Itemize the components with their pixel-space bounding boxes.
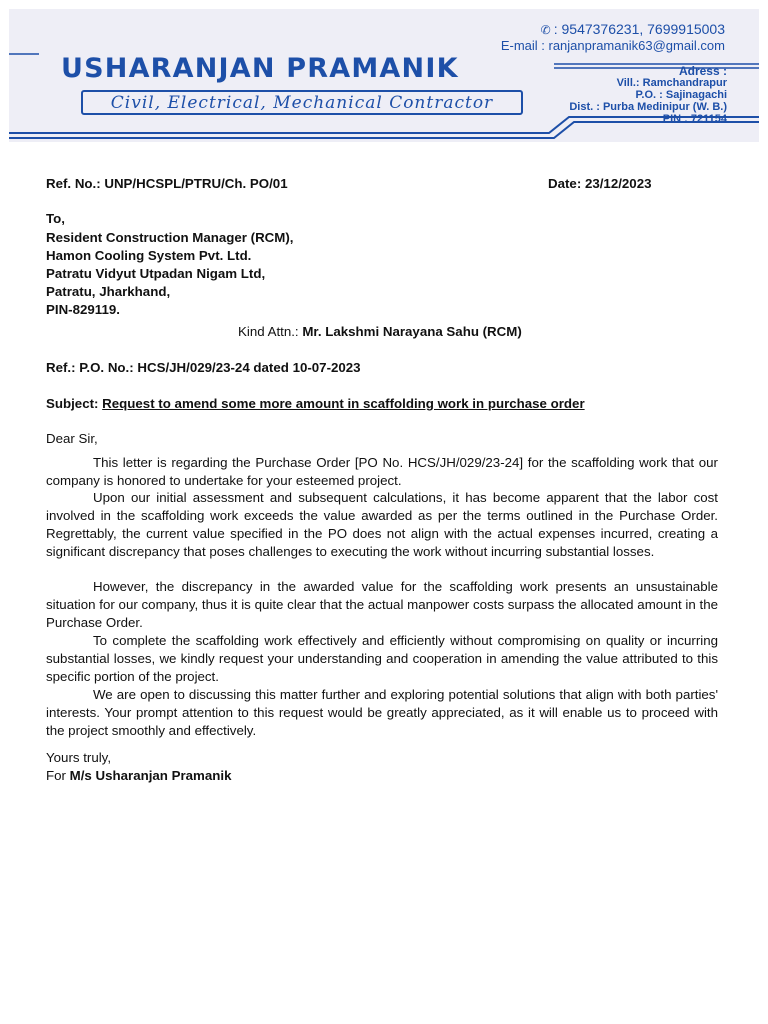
- subject-label: Subject:: [46, 396, 103, 411]
- telephone-icon: ✆: [540, 23, 551, 37]
- address-line: Vill.: Ramchandrapur: [616, 77, 727, 89]
- recipient-line: Patratu, Jharkhand,: [46, 284, 171, 299]
- salutation: Dear Sir,: [46, 431, 98, 446]
- body-paragraph: This letter is regarding the Purchase Order [PO No. HCS/JH/029/23-24] for the scaffolding work that our company is honored to undertake for your esteemed project.: [46, 455, 718, 488]
- recipient-line: Patratu Vidyut Utpadan Nigam Ltd,: [46, 266, 266, 281]
- company-name: USHARANJAN PRAMANIK: [61, 53, 459, 84]
- body-paragraph: We are open to discussing this matter further and exploring potential solutions that align with both parties' interests. Your prompt attention to this request would be greatly appreciated, as it will enable us to proceed with the project smoothly and effectively.: [46, 687, 718, 738]
- address-label: Adress :: [678, 64, 727, 78]
- signoff-company: M/s Usharanjan Pramanik: [69, 768, 232, 783]
- company-tagline: [81, 90, 523, 115]
- email-line: E-mail : ranjanpramanik63@gmail.com: [500, 38, 725, 53]
- contact-info: [501, 21, 725, 54]
- subject-line: [46, 396, 585, 411]
- closing: Yours truly,: [46, 750, 112, 765]
- reference-number: Ref. No.: UNP/HCSPL/PTRU/Ch. PO/01: [46, 176, 288, 191]
- to-label: To,: [46, 211, 65, 226]
- attn-label: Kind Attn.:: [238, 324, 303, 339]
- po-reference: Ref.: P.O. No.: HCS/JH/029/23-24 dated 10-07-2023: [46, 360, 361, 375]
- letter-date: Date: 23/12/2023: [548, 176, 652, 191]
- address-line: P.O. : Sajinagachi: [635, 89, 727, 101]
- signoff-prefix: For: [46, 768, 70, 783]
- phone-line: [501, 21, 725, 38]
- letterhead: [9, 9, 759, 142]
- address-line: PIN : 721154: [662, 113, 727, 125]
- address-line: Dist. : Purba Medinipur (W. B.): [569, 101, 727, 113]
- recipient-line: PIN-829119.: [46, 302, 120, 317]
- recipient-line: Hamon Cooling System Pvt. Ltd.: [46, 248, 252, 263]
- body-paragraph: Upon our initial assessment and subsequent calculations, it has become apparent that the labor cost involved in the scaffolding work exceeds the value awarded as per the terms outlined in the Purchase Order. Regrettably, the current value specified in the PO does not align with the actual expenses incurred, creating a significant discrepancy that poses challenges to executing the work without incurring substantial losses.: [46, 490, 718, 559]
- tagline-text: Civil, Electrical, Mechanical Contractor: [110, 92, 494, 113]
- phone-numbers: : 9547376231, 7699915003: [553, 21, 725, 37]
- recipient-line: Resident Construction Manager (RCM),: [46, 230, 294, 245]
- recipient-address: [46, 229, 293, 319]
- kind-attention: [238, 324, 522, 339]
- address-block: [569, 65, 727, 125]
- signoff: [46, 768, 231, 783]
- subject-text: Request to amend some more amount in scaffolding work in purchase order: [102, 396, 585, 411]
- attn-name: Mr. Lakshmi Narayana Sahu (RCM): [302, 324, 522, 339]
- body-paragraph: However, the discrepancy in the awarded value for the scaffolding work presents an unsustainable situation for our company, thus it is quite clear that the actual manpower costs surpass the allocated amount in the Purchase Order.: [46, 579, 718, 630]
- body-paragraph: To complete the scaffolding work effectively and efficiently without compromising on quality or incurring substantial losses, we kindly request your understanding and cooperation in amending the value attributed to this specific portion of the project.: [46, 633, 718, 684]
